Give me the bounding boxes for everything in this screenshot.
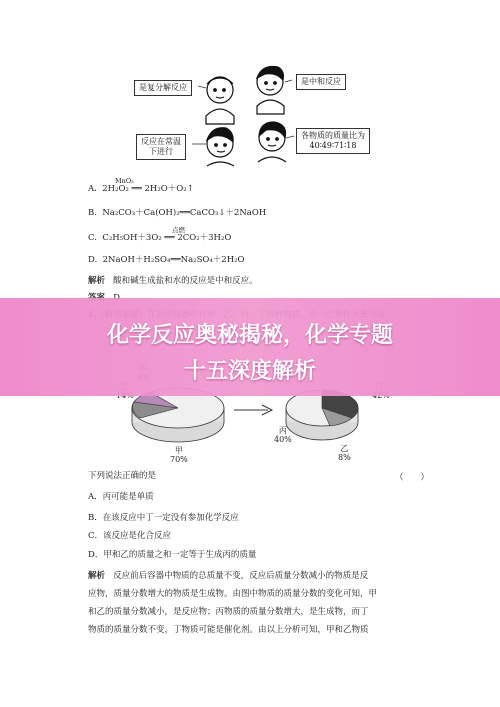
analysis-2-line-1 [88,571,368,582]
option-b-prefix: B. [88,208,97,218]
banner-title-line-2: 十五深度解析 [183,359,316,384]
pie-left [132,388,224,442]
speech-bubble-4 [296,128,370,154]
option-b-equation: Na₂CO₃＋Ca(OH)₂══CaCO₃↓＋2NaOH [102,208,267,218]
bubble-3-line-2: 下进行 [149,147,173,156]
option-a-condition: MnO₂ [115,177,134,185]
bubble-4-line-1: 各物质的质量比为 [301,131,365,140]
analysis-1 [88,276,258,287]
analysis-2-line-3: 和乙的质量分数减小，是反应物；丙物质的质量分数增大，是生成物，而丁 [88,607,369,617]
student-figure-1 [206,77,234,124]
student-figure-3 [207,128,234,166]
analysis-1-label: 解析 [88,276,106,286]
pie-right [286,390,358,440]
option-a-prefix: A. [88,184,97,194]
question-2-prompt: 下列说法正确的是 [88,471,157,481]
pie-left-label-jia: 甲 70% [170,446,188,464]
bubble-4-line-2: 40∶49∶71∶18 [309,141,357,150]
option-c-equation: C₂H₅OH＋3O₂ ══ 2CO₂＋3H₂O [102,233,232,243]
pie-right-label-bing: 丙 40% [274,426,292,444]
speech-bubble-2 [296,74,346,90]
q2-option-b: B．在该反应中丁一定没有参加化学反应 [88,513,239,523]
banner-title-line-1: 化学反应奥秘揭秘，化学专题 [106,323,393,348]
analysis-2-line-4: 物质的质量分数不变，丁物质可能是催化剂。由以上分析可知，甲和乙物质 [88,625,369,635]
option-a [88,184,194,195]
answer-paren: （ ） [395,473,430,483]
option-c-condition: 点燃 [172,226,185,234]
student-figure-2 [257,66,284,114]
option-c-prefix: C. [88,233,97,243]
q2-option-c: C．该反应是化合反应 [88,531,172,541]
option-c [88,233,231,244]
bubble-2-text: 是中和反应 [301,77,341,86]
analysis-2-line-2: 应物，质量分数增大的物质是生成物。由图中物质的质量分数的变化可知，甲 [88,589,378,599]
arrow-icon [234,405,272,415]
analysis-2-label: 解析 [88,571,106,581]
cartoon-illustration [120,58,400,170]
q2-option-a: A．丙可能是单质 [88,492,154,502]
option-b [88,208,266,219]
pie-right-label-yi: 乙 8% [338,444,351,462]
option-d-equation: 2NaOH＋H₂SO₄══Na₂SO₄＋2H₂O [102,255,245,265]
analysis-1-text: 酸和碱生成盐和水的反应是中和反应。 [113,276,258,286]
option-a-equation: 2H₂O₂ ══ 2H₂O＋O₂↑ [102,184,194,194]
bubble-3-line-1: 反应在常温 [141,137,181,146]
speech-bubble-1 [134,80,192,96]
option-d-prefix: D. [88,255,98,265]
analysis-2-text-1: 反应前后容器中物质的总质量不变，反应后质量分数减小的物质是反 [113,571,369,581]
student-figure-4 [258,122,286,162]
q2-option-d: D．甲和乙的质量之和一定等于生成丙的质量 [88,550,257,560]
bubble-1-text: 是复分解反应 [139,83,187,92]
option-d [88,255,244,266]
speech-bubble-3 [136,134,186,160]
